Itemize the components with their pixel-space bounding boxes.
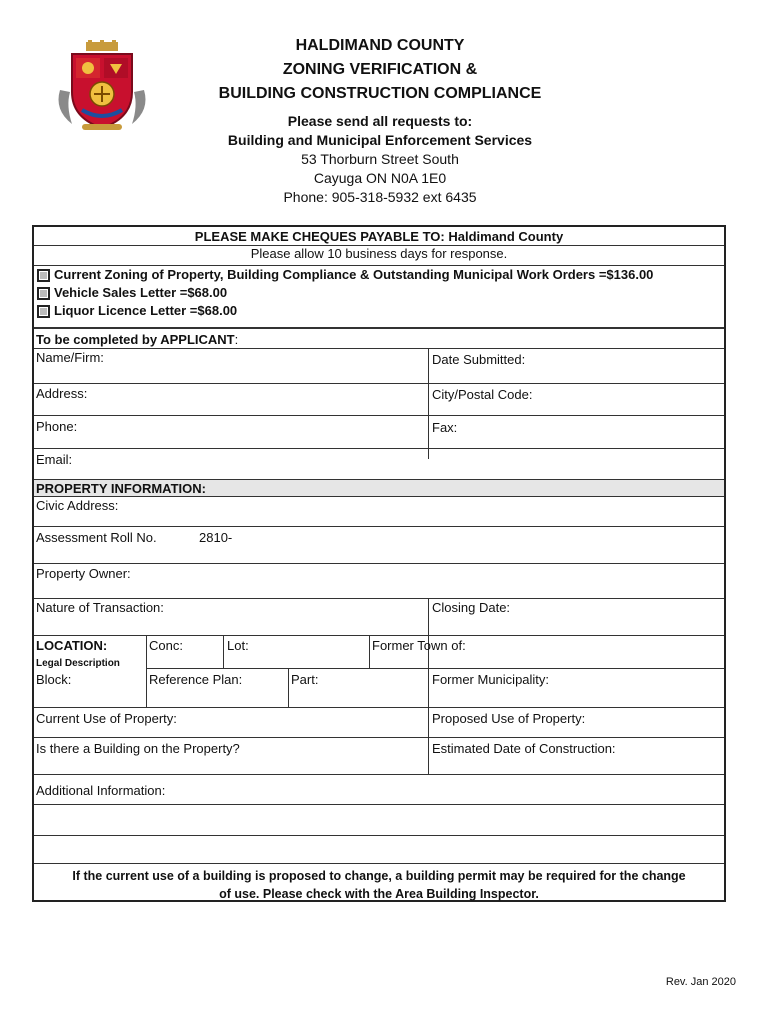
- response-time-note: Please allow 10 business days for response.: [250, 246, 508, 261]
- city-address: Cayuga ON N0A 1E0: [313, 170, 447, 186]
- applicant-heading-colon: :: [234, 332, 239, 347]
- email-field[interactable]: Email:: [36, 452, 73, 467]
- phone-number: Phone: 905-318-5932 ext 6435: [283, 189, 477, 205]
- part-field[interactable]: Part:: [291, 672, 319, 687]
- assessment-roll-prefix[interactable]: 2810-: [199, 530, 233, 545]
- liquor-licence-checkbox[interactable]: [37, 305, 50, 318]
- nature-of-transaction-field[interactable]: Nature of Transaction:: [36, 600, 164, 615]
- applicant-heading: [36, 332, 238, 348]
- title-line-2: ZONING VERIFICATION &: [282, 61, 478, 78]
- send-to-label: Please send all requests to:: [287, 113, 473, 129]
- concession-field[interactable]: Conc:: [149, 638, 183, 653]
- estimated-construction-date-field[interactable]: Estimated Date of Construction:: [432, 741, 616, 756]
- vehicle-sales-option: Vehicle Sales Letter =$68.00: [54, 285, 228, 300]
- revision-date: Rev. Jan 2020: [665, 976, 736, 988]
- department-name: Building and Municipal Enforcement Services: [227, 132, 533, 148]
- change-of-use-notice-line-2: of use. Please check with the Area Building Inspector.: [219, 887, 539, 901]
- address-field[interactable]: Address:: [36, 386, 88, 401]
- former-town-field[interactable]: Former Town of:: [372, 638, 466, 653]
- title-line-3: BUILDING CONSTRUCTION COMPLIANCE: [218, 85, 542, 102]
- title-line-1: HALDIMAND COUNTY: [295, 37, 465, 54]
- liquor-licence-option: Liquor Licence Letter =$68.00: [54, 303, 238, 318]
- proposed-use-field[interactable]: Proposed Use of Property:: [432, 711, 586, 726]
- change-of-use-notice-line-1: If the current use of a building is proposed to change, a building permit may be required for the change: [72, 869, 686, 883]
- request-form: [32, 225, 726, 902]
- former-municipality-field[interactable]: Former Municipality:: [432, 672, 550, 687]
- current-use-field[interactable]: Current Use of Property:: [36, 711, 177, 726]
- mailing-address: [150, 112, 610, 207]
- building-on-property-field[interactable]: Is there a Building on the Property?: [36, 741, 240, 756]
- civic-address-field[interactable]: Civic Address:: [36, 498, 119, 513]
- fax-field[interactable]: Fax:: [432, 420, 458, 435]
- property-owner-field[interactable]: Property Owner:: [36, 566, 131, 581]
- assessment-roll-label: Assessment Roll No.: [36, 530, 157, 545]
- location-label: LOCATION:: [36, 638, 108, 653]
- form-title: [150, 34, 610, 106]
- block-field[interactable]: Block:: [36, 672, 72, 687]
- additional-information-field[interactable]: Additional Information:: [36, 783, 166, 798]
- street-address: 53 Thorburn Street South: [301, 151, 459, 167]
- county-crest-logo: [52, 40, 152, 132]
- legal-description-label: Legal Description: [36, 658, 120, 669]
- name-firm-field[interactable]: Name/Firm:: [36, 350, 104, 365]
- lot-field[interactable]: Lot:: [227, 638, 249, 653]
- phone-field[interactable]: Phone:: [36, 419, 78, 434]
- city-postal-field[interactable]: City/Postal Code:: [432, 387, 533, 402]
- date-submitted-field[interactable]: Date Submitted:: [432, 352, 526, 367]
- cheque-instructions: PLEASE MAKE CHEQUES PAYABLE TO: Haldimand County: [194, 229, 564, 244]
- reference-plan-field[interactable]: Reference Plan:: [149, 672, 243, 687]
- applicant-heading-text: To be completed by APPLICANT: [36, 332, 235, 347]
- closing-date-field[interactable]: Closing Date:: [432, 600, 511, 615]
- vehicle-sales-checkbox[interactable]: [37, 287, 50, 300]
- zoning-compliance-checkbox[interactable]: [37, 269, 50, 282]
- zoning-compliance-option: Current Zoning of Property, Building Compliance & Outstanding Municipal Work Orders =$136.00: [54, 267, 654, 282]
- property-heading: PROPERTY INFORMATION:: [36, 481, 206, 496]
